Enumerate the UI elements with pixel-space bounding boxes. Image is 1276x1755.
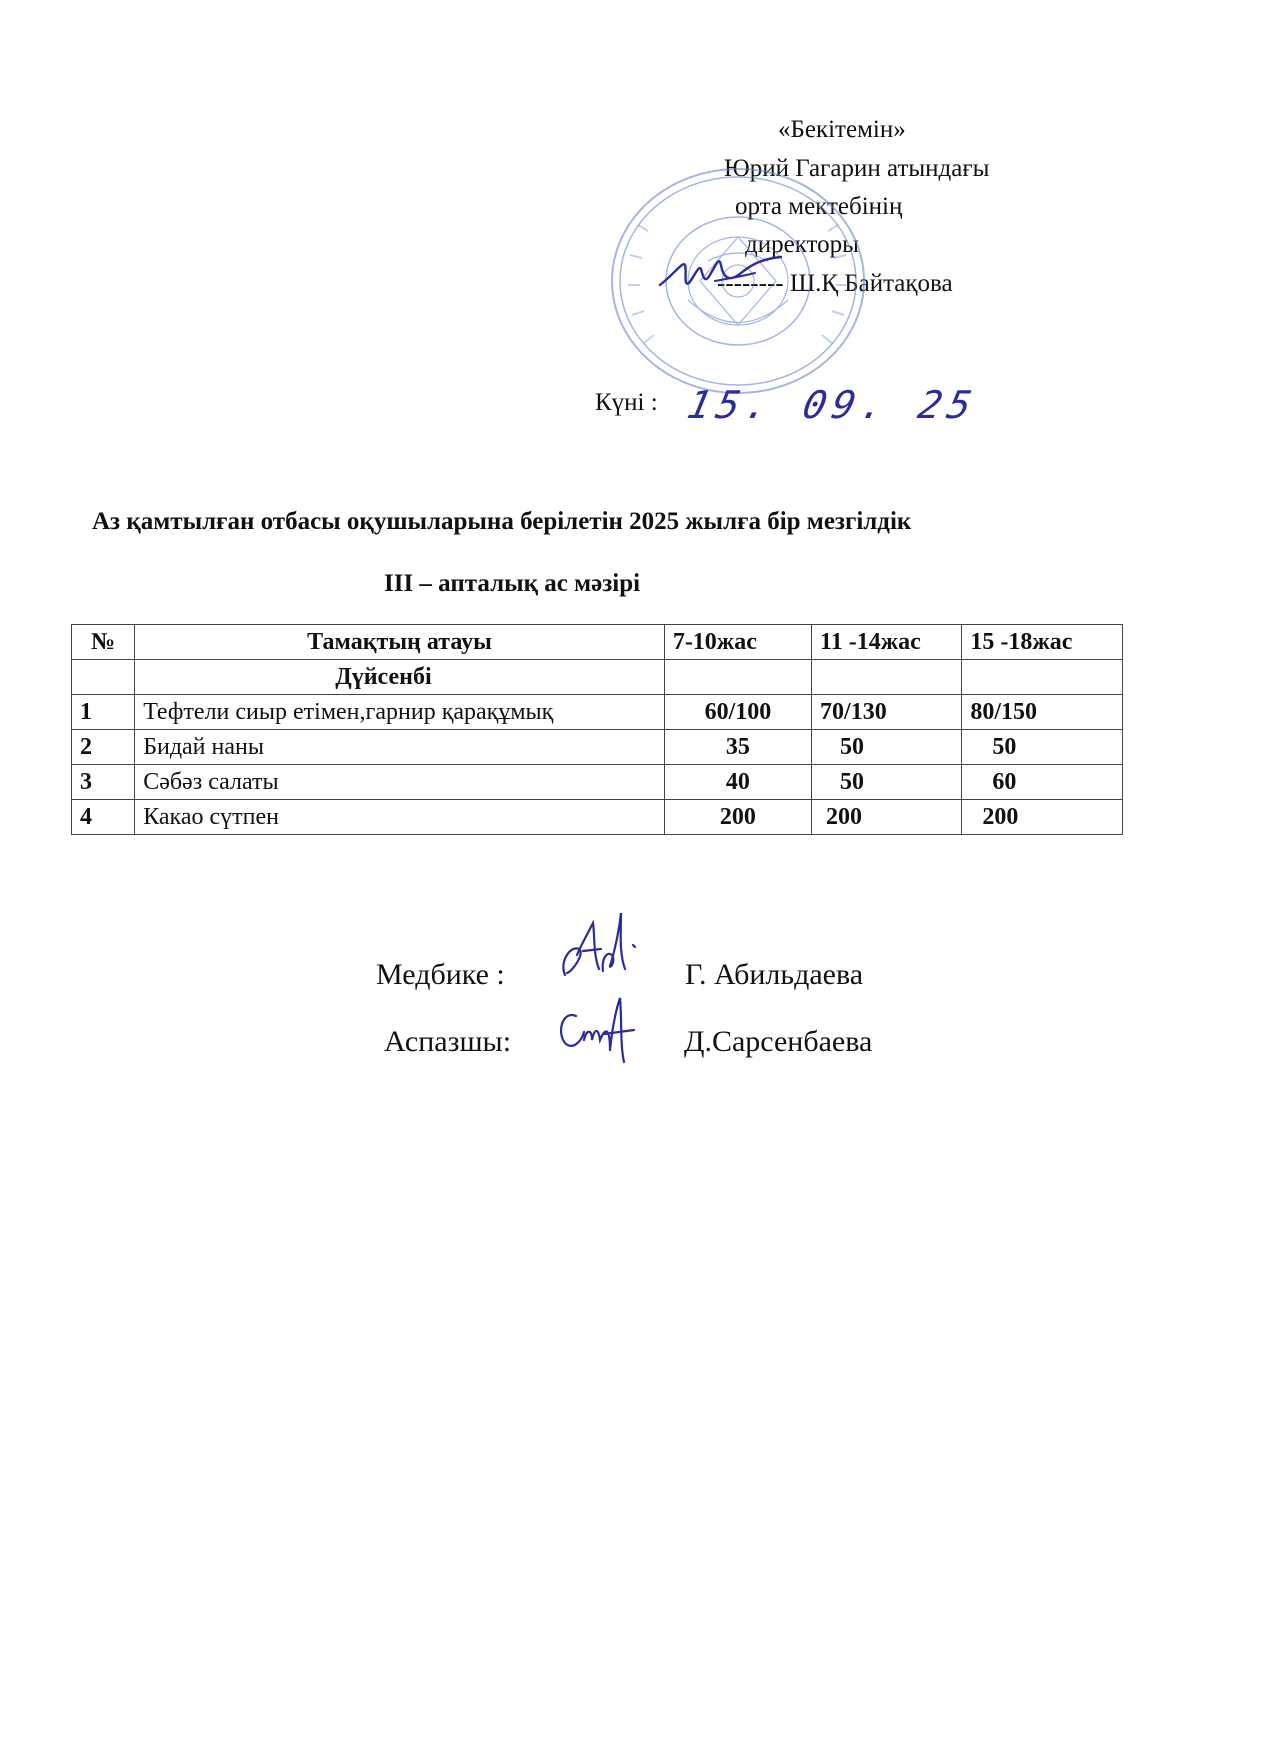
header-number: № bbox=[72, 625, 135, 660]
day-empty-cell bbox=[664, 660, 811, 695]
nurse-name: Г. Абильдаева bbox=[685, 958, 864, 991]
portion-11-14: 50 bbox=[812, 765, 962, 800]
cook-signature-icon bbox=[550, 990, 650, 1070]
table-row bbox=[72, 800, 1123, 835]
portion-7-10: 60/100 bbox=[664, 695, 811, 730]
dish-name: Сәбәз салаты bbox=[135, 765, 665, 800]
cook-label: Аспазшы: bbox=[384, 1025, 512, 1058]
portion-11-14: 70/130 bbox=[812, 695, 962, 730]
row-number: 2 bbox=[72, 730, 135, 765]
row-number: 4 bbox=[72, 800, 135, 835]
table-row bbox=[72, 765, 1123, 800]
portion-15-18: 200 bbox=[962, 800, 1123, 835]
dish-name: Какао сүтпен bbox=[135, 800, 665, 835]
row-number: 3 bbox=[72, 765, 135, 800]
header-dish-name: Тамақтың атауы bbox=[135, 625, 665, 660]
document-title: Аз қамтылған отбасы оқушыларына берілетін 2025 жылға бір мезгілдік bbox=[92, 508, 912, 535]
day-label: Дүйсенбі bbox=[135, 660, 665, 695]
approval-position: директоры bbox=[745, 231, 859, 258]
portion-15-18: 60 bbox=[962, 765, 1123, 800]
cook-name: Д.Сарсенбаева bbox=[684, 1025, 873, 1058]
header-age-15-18: 15 -18жас bbox=[962, 625, 1123, 660]
director-signature-icon bbox=[655, 243, 785, 303]
dish-name: Бидай наны bbox=[135, 730, 665, 765]
day-empty-cell bbox=[72, 660, 135, 695]
approval-director-name: -------- Ш.Қ Байтақова bbox=[717, 270, 953, 297]
approval-school-type: орта мектебінің bbox=[735, 193, 903, 220]
nurse-label: Медбике : bbox=[376, 958, 505, 991]
header-age-11-14: 11 -14жас bbox=[812, 625, 962, 660]
table-row bbox=[72, 730, 1123, 765]
day-empty-cell bbox=[962, 660, 1123, 695]
approval-school: Юрий Гагарин атындағы bbox=[724, 155, 990, 182]
portion-15-18: 80/150 bbox=[962, 695, 1123, 730]
dish-name: Тефтели сиыр етімен,гарнир қарақұмық bbox=[135, 695, 665, 730]
document-subtitle: ІІІ – апталық ас мәзірі bbox=[384, 570, 641, 597]
table-row-day bbox=[72, 660, 1123, 695]
portion-7-10: 40 bbox=[664, 765, 811, 800]
portion-11-14: 50 bbox=[812, 730, 962, 765]
day-empty-cell bbox=[812, 660, 962, 695]
row-number: 1 bbox=[72, 695, 135, 730]
approval-title: «Бекітемін» bbox=[778, 116, 906, 143]
date-label: Күні : bbox=[595, 389, 658, 416]
table-row bbox=[72, 695, 1123, 730]
nurse-signature-icon bbox=[553, 905, 653, 985]
portion-15-18: 50 bbox=[962, 730, 1123, 765]
table-header-row bbox=[72, 625, 1123, 660]
portion-11-14: 200 bbox=[812, 800, 962, 835]
header-age-7-10: 7-10жас bbox=[664, 625, 811, 660]
portion-7-10: 200 bbox=[664, 800, 811, 835]
portion-7-10: 35 bbox=[664, 730, 811, 765]
date-value: 15. 09. 25 bbox=[683, 383, 982, 427]
menu-table bbox=[71, 624, 1123, 835]
